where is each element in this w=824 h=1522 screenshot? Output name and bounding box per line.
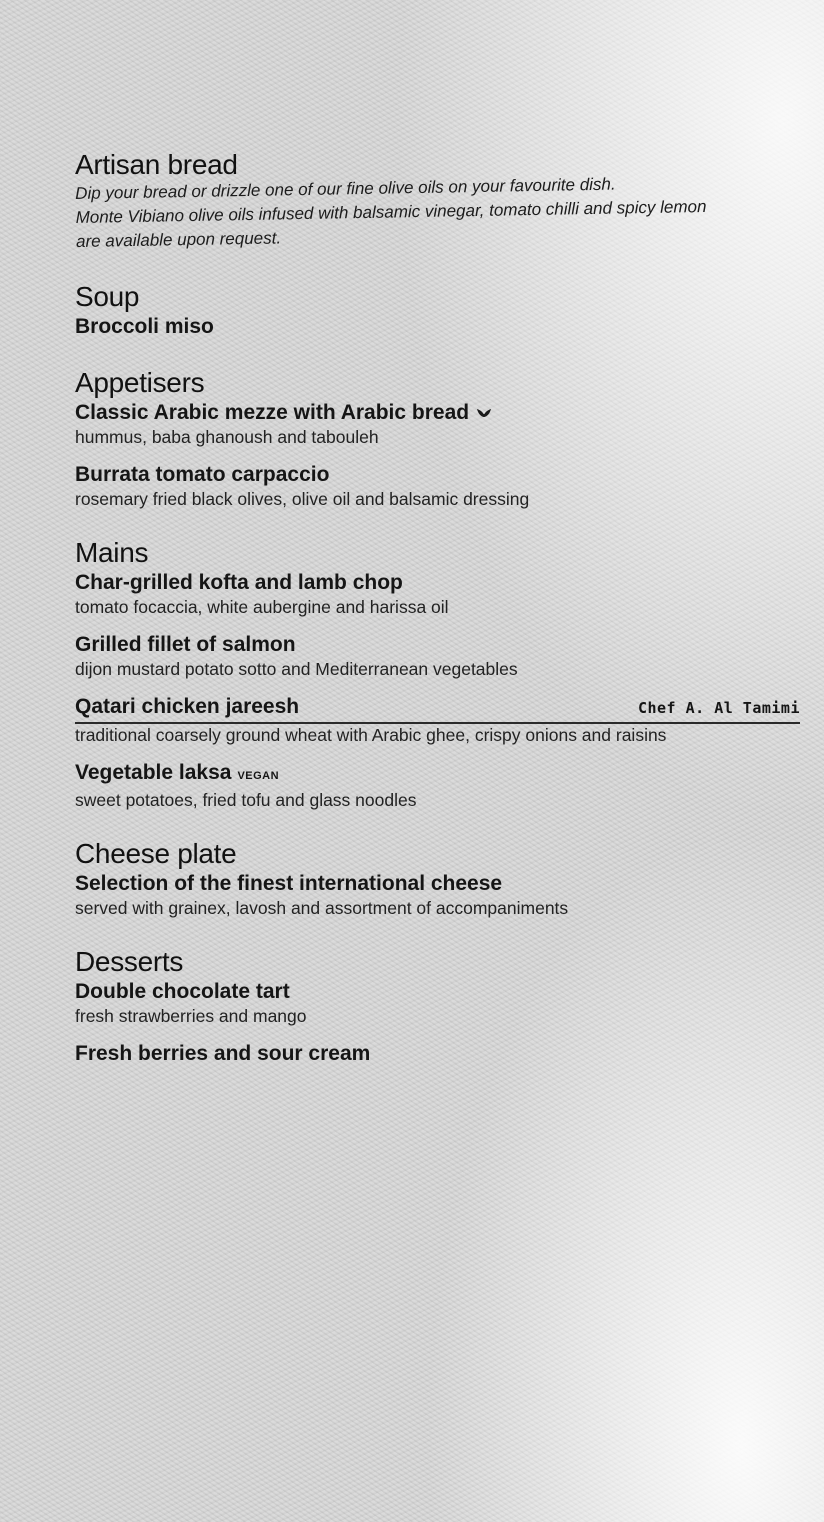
item-name <box>75 694 800 724</box>
menu-item <box>75 400 805 448</box>
vegan-badge: VEGAN <box>237 770 280 782</box>
item-name-text: Double chocolate tart <box>75 980 290 1003</box>
section-artisan-bread <box>75 150 805 254</box>
item-description: rosemary fried black olives, olive oil and balsamic dressing <box>75 489 530 509</box>
item-name <box>75 462 805 488</box>
menu-item <box>75 871 805 919</box>
item-name-text: Classic Arabic mezze with Arabic bread <box>75 401 470 424</box>
item-name <box>75 314 805 340</box>
menu-item <box>75 1041 805 1067</box>
item-name <box>75 979 805 1005</box>
section-cheese-plate <box>75 839 805 919</box>
item-name-text: Broccoli miso <box>75 315 214 338</box>
section-desserts <box>75 947 805 1067</box>
section-title: Artisan bread <box>75 149 238 180</box>
chef-credit: Chef A. Al Tamimi <box>637 699 800 717</box>
item-name-text: Qatari chicken jareesh <box>75 695 300 718</box>
menu-item <box>75 314 805 340</box>
item-description: sweet potatoes, fried tofu and glass noodles <box>75 790 417 810</box>
menu-item <box>75 979 805 1027</box>
item-name <box>75 570 805 596</box>
item-name-text: Fresh berries and sour cream <box>75 1042 371 1065</box>
section-soup <box>75 282 805 340</box>
menu-item <box>75 462 805 510</box>
item-description: traditional coarsely ground wheat with Arabic ghee, crispy onions and raisins <box>75 725 667 745</box>
item-description: dijon mustard potato sotto and Mediterranean vegetables <box>75 659 518 679</box>
leaf-icon <box>475 405 493 419</box>
section-title: Mains <box>75 537 149 568</box>
item-description: hummus, baba ghanoush and tabouleh <box>75 427 379 447</box>
item-name-text: Burrata tomato carpaccio <box>75 463 330 486</box>
menu <box>75 150 805 1095</box>
item-description: tomato focaccia, white aubergine and harissa oil <box>75 597 449 617</box>
section-intro <box>75 170 746 254</box>
item-name <box>75 400 805 426</box>
intro-line: Dip your bread or drizzle one of our fine olive oils on your favourite dish. <box>75 174 616 203</box>
item-name <box>75 760 805 789</box>
menu-item <box>75 570 805 618</box>
section-title: Desserts <box>75 946 184 977</box>
item-name-text: Vegetable laksa <box>75 761 232 784</box>
menu-item <box>75 632 805 680</box>
section-title: Soup <box>75 281 140 312</box>
intro-line: Monte Vibiano olive oils infused with balsamic vinegar, tomato chilli and spicy lemon <box>75 196 707 227</box>
item-description: fresh strawberries and mango <box>75 1006 307 1026</box>
menu-item <box>75 760 805 811</box>
intro-line: are available upon request. <box>75 228 282 251</box>
section-appetisers <box>75 368 805 510</box>
item-name-text: Char-grilled kofta and lamb chop <box>75 571 403 594</box>
item-description: served with grainex, lavosh and assortment of accompaniments <box>75 898 569 918</box>
section-title: Appetisers <box>75 367 205 398</box>
section-mains <box>75 538 805 811</box>
menu-item <box>75 694 805 746</box>
item-name <box>75 632 805 658</box>
item-name-text: Selection of the finest international cheese <box>75 872 503 895</box>
section-title: Cheese plate <box>75 838 237 869</box>
item-name <box>75 1041 805 1067</box>
item-name <box>75 871 805 897</box>
item-name-text: Grilled fillet of salmon <box>75 633 296 656</box>
